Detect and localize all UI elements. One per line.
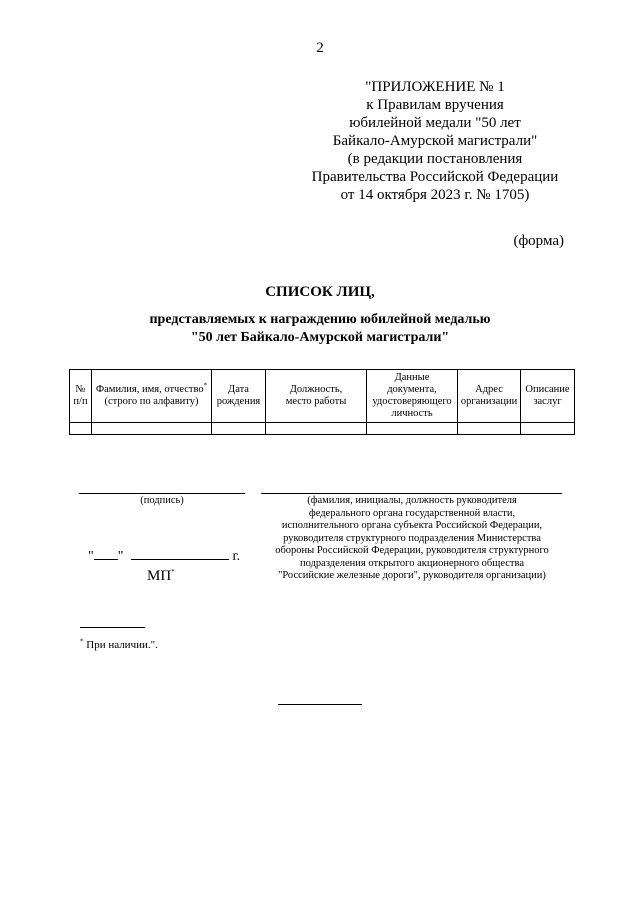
- table-cell: [521, 423, 575, 435]
- appendix-line: (в редакции постановления: [347, 151, 523, 167]
- header-number: № п/п: [70, 370, 92, 423]
- header-position: Должность, место работы: [266, 370, 367, 423]
- table-cell: [266, 423, 367, 435]
- official-caption: (фамилия, инициалы, должность руководителя федерального органа государственной власти, исполнительного органа субъекта Российской Федерации, руководителя структурного подразделения Министерства обороны Российской Федерации, руководителя структурного подразделения открытого акционерного общества "Российские железные дороги", руководителя организации): [275, 495, 549, 581]
- header-org-address: Адрес организации: [458, 370, 521, 423]
- day-blank: [94, 547, 118, 560]
- stamp-placeholder: МП*: [147, 568, 175, 584]
- header-merits: Описание заслуг: [521, 370, 575, 423]
- document-subtitle: [0, 311, 640, 347]
- table-cell: [367, 423, 458, 435]
- awards-table: [69, 369, 575, 435]
- table-row: [70, 423, 575, 435]
- document-title: СПИСОК ЛИЦ,: [265, 284, 375, 300]
- appendix-line: от 14 октября 2023 г. № 1705): [340, 187, 530, 203]
- month-year-blank: [131, 547, 229, 560]
- appendix-line: Правительства Российской Федерации: [311, 169, 559, 185]
- header-id-document: Данные документа, удостоверяющего личность: [367, 370, 458, 423]
- subtitle-line: "50 лет Байкало-Амурской магистрали": [190, 330, 450, 345]
- table-cell: [212, 423, 266, 435]
- official-name-line: [261, 493, 562, 494]
- appendix-line: Байкало-Амурской магистрали": [332, 133, 538, 149]
- header-full-name: Фамилия, имя, отчество* (строго по алфавиту): [92, 370, 212, 423]
- table-cell: [458, 423, 521, 435]
- appendix-line: к Правилам вручения: [366, 97, 504, 113]
- table-cell: [70, 423, 92, 435]
- table-cell: [92, 423, 212, 435]
- page-number: 2: [316, 40, 324, 56]
- header-birth-date: Дата рождения: [212, 370, 266, 423]
- year-suffix: г.: [232, 549, 241, 564]
- appendix-line: юбилейной медали "50 лет: [349, 115, 521, 131]
- form-note: (форма): [513, 233, 564, 249]
- end-separator: [278, 704, 362, 705]
- table-header-row: [70, 370, 575, 423]
- date-field: " " г.: [88, 549, 241, 564]
- appendix-line: "ПРИЛОЖЕНИЕ № 1: [365, 79, 505, 95]
- subtitle-line: представляемых к награждению юбилейной медалью: [149, 312, 491, 327]
- footnote-separator: [80, 627, 145, 628]
- signature-line: [79, 493, 245, 494]
- signature-caption: (подпись): [140, 495, 184, 506]
- appendix-heading: [305, 78, 565, 204]
- footnote: * При наличии.".: [80, 637, 158, 651]
